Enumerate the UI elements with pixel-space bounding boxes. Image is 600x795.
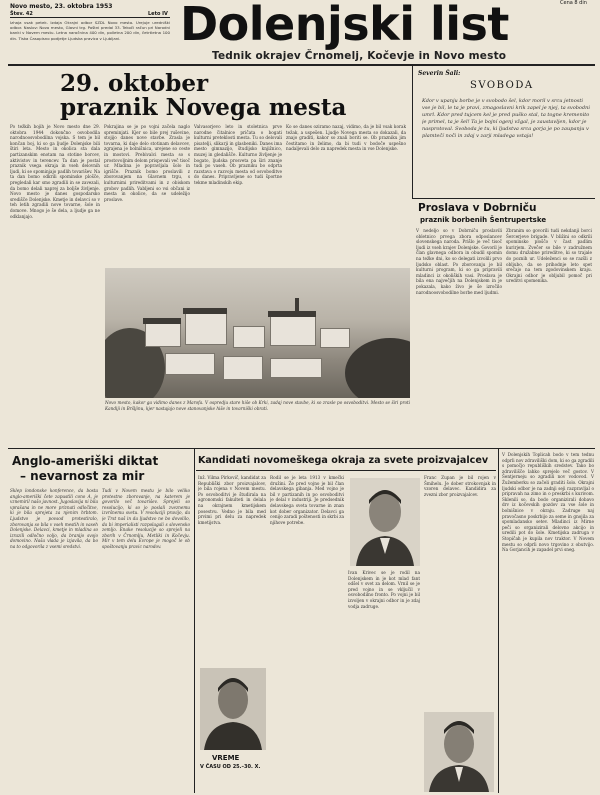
- poem-text: Kdor v upanju borbe je v svobodo šel, kdor moril v srcu jetnosti vse je bil, le ta je pravi, zmagoslavni krik zapel je njej, ta svobodni umrl. Kdor pred tujcem kel je pred puško stal, ta togne kremenito je primel, ta je šel! Ta je bojní ogenj vžgal, je zaustavljen, kdor je nasprotoval. Svoboda je tu, ki ljudstva srca gorja je po zaupanju v plamtečí noči in zdaj v zarji mladega vstaja!: [422, 98, 590, 139]
- main-article-column-1: Po težkih bojih je Novo mesto dne 29. oktobra 1944 dokončno osvobodila narodnoosvobodilna vojska. S tem je bil končan boj, ki so ga ljudje Dolenjske bili štiri leta. Mesto in okolica sta dala partizanskim enotam na stotine borcev, aktivistov in terencev. Ta dan je postal praznik vsega okraja in vseh delovnih ljudi, ki se spominjajo padlih tovarišev. Na ta dan bomo odkrili spominske plošče, pregledali kar smo zgradili in se zavezali, da bomo delali naprej za boljše življenje. Novo mesto je danes gospodarsko središče Dolenjske. Kmetje in delavci so v teh letih zgradili nove tovarne, šole in domove. Mnogo je še dela, a ljudje ga ne odklanjajo.: [10, 124, 100, 219]
- weather-sublabel: V ČASU OD 25.–30. X.: [200, 764, 261, 770]
- side-article-column-2: Zbranim so govorili tudi nekdanji borci Šercerjeve brigade. V bližini so odkrili spominsko ploščo v čast padlim kurirjem. Zvečer so bile v zadružnem domu družabne prireditve, ki so trajale do poznih ur. Udeleženci so se razšli z obljubo, da se prihodnje leto spet srečajo na tem zgodovinskem kraju. Okrajni odbor je obljubil pomoč pri ureditvi spomenika.: [506, 228, 592, 284]
- side-headline: Proslava v Dobrniču: [418, 202, 537, 214]
- masthead-rule: [8, 64, 595, 66]
- main-article-column-2: Pokrajina se je po vojni začela naglo spreminjati. Kjer so bile prej ruševine, stojijo danes nove stavbe. Zrasla je tovarna, ki daje delo stotinam delavcev, zgrajena je bolnišnica, urejene so ceste in mostovi. Prebivalci mesta so s prostovoljnim delom prispevali več tisoč ur. Mladina je popravljala šolo in igrišče. Praznik bomo proslavili z zborovanjem na Glavnem trgu, s kulturnimi prireditvami in z obiskom grobov padlih. Vabljeni so vsi občani iz mesta in okolice, da se udeležijo proslave.: [104, 124, 190, 202]
- publication-notice: Izhaja vsak petek. Izdaja Okrajni odbor SZDL Novo mesto. Urejuje uredniški odbor. Naslov: Novo mesto, Glavni trg. Poštni predal 33. Tekoči račun pri Narodni banki v Novem mestu. Letna naročnina 400 din, polletna 200 din, četrtletna 100 din. Tiska Časopisno podjetje Ljudska pravica v Ljubljani.: [10, 20, 170, 41]
- poem-title: SVOBODA: [470, 80, 534, 91]
- year-label: Leto IV: [148, 11, 168, 17]
- candidate-portrait-3: [424, 712, 494, 792]
- candidates-headline: Kandidati novomeškega okraja za svete proizvajalcev: [198, 455, 489, 466]
- date-line: Novo mesto, 23. oktobra 1953: [10, 3, 113, 10]
- poem-author: Severin Šali:: [418, 70, 461, 77]
- masthead-tagline: Tednik okrajev Črnomelj, Kočevje in Novo mesto: [212, 50, 507, 62]
- candidate-portrait-1: [350, 478, 420, 566]
- main-article-column-3: Valvasorjevo leto in stoletnica prve narodne čitalnice pričata o bogati kulturni preteklosti mesta. Tu so delovali pisatelji, slikarji in glasbeniki. Danes ima mesto gimnazijo, študijsko knjižnico, muzej in gledališče. Kulturno življenje je bogato, ljudska prosveta pa širi znanje tudi po vaseh. Ob prazniku bo odprta razstava o razvoju mesta od osvoboditve do danes. Pripravljene so tudi športne tekme mladinskih ekip.: [194, 124, 282, 185]
- main-article-column-4: Ko se danes oziramo nazaj, vidimo, da je bil vsak korak težak, a uspešen. Ljudje Novega mesta so dokazali, da znajo graditi, kakor so znali boriti se. Ob prazniku jim čestitamo in želimo, da bi tudi v bodoče uspešno nadaljevali delo za napredek mesta in vse Dolenjske.: [286, 124, 406, 152]
- candidates-column-4: Franc Zupan je bil rojen v Šmihelu. Je dober strokovnjak in vzoren delavec. Kandidira za zvezni zbor proizvajalcev.: [424, 475, 496, 497]
- main-headline-line2: praznik Novega mesta: [60, 94, 347, 121]
- masthead-title: Dolenjski list: [180, 0, 509, 51]
- lower-headline-line1: Anglo-ameriški diktat: [12, 454, 159, 468]
- price-label: Cena 8 din: [560, 0, 587, 6]
- main-headline-line1: 29. oktober: [60, 70, 209, 97]
- candidates-column-3: Ivan Krivec se je rodil na Dolenjskem in je kot mlad fant odšel v svet za delom. Vrnil se je pred vojno in se vključil v osvobodilno fronto. Po vojni je bil izvoljen v okrajni odbor in je zdaj vodja zadruge.: [348, 570, 420, 609]
- side-article-column-1: V nedeljo so v Dobrniču proslavili obletnico prvega zbora odposlancev slovenskega naroda. Prišlo je več tisoč ljudi iz vseh krajev Dolenjske. Govoril je član glavnega odbora in obudil spomin na težke dni, ko so delegati izvolili prvo ljudsko oblast. Po zborovanju je bil kulturni program, ki so ga pripravili mladinci iz okoliških vasi. Proslava je bila ena največjih na Dolenjskem in je pokazala, kako živo je še izročilo narodnoosvobodilne borbe med ljudmi.: [416, 228, 502, 295]
- issue-number: Štev. 42: [10, 11, 33, 17]
- candidates-column-2: Rodil se je leta 1913 v kmečki družini. Že pred vojno je bil član delavskega gibanja. Med vojno je bil v partizanih in po osvoboditvi je delal v industriji. Je predsednik delavskega sveta tovarne in znan kot dober organizator. Delavci ga cenijo zaradi poštenosti in skrbi za njihove potrebe.: [270, 475, 344, 525]
- weather-label: VREME: [212, 754, 240, 762]
- main-article-column-1-continued: [10, 266, 102, 398]
- right-column-text: V Dolenjskih Toplicah bodo v tem tednu odprli nov zdraviliški dom, ki so ga zgradili s pomočjo republiških sredstev. Tako bo zdravilišče lahko sprejelo več gostov. V Šentjerneju so zgradili nov vodovod. V Žužemberku so začeli graditi šolo. Okrajni ljudski odbor je na zadnji seji razpravljal o pripravah na zimo in o preskrbi s kurivom. Sklenili so, da bodo organizirali dobavo drv iz kočevskih gozdov za vse šole in bolnišnice v okraju. Zadruge naj pravočasno poskrbijo za seme in gnojila za spomladansko setev. Mladinci iz Mirne peči so organizirali delovno akcijo in uredili pot do šole. Kmetijska zadruga v Stopičah je kupila nov traktor. V Novem mestu so odprli novo trgovino z obutvijo. Na Gorjancih je zapadel prvi sneg.: [502, 452, 594, 553]
- photo-caption: Novo mesto, kakor ga vidimo danes z Marofa. V ospredju stare hiše ob Krki, zadaj nove stavbe, ki so zrasle po osvoboditvi. Mesto se širi proti Kandiji in Bršljinu, kjer nastajajo nove stanovanjske hiše in tovarniški obrati.: [105, 400, 410, 411]
- candidates-column-1: Inž. Vilma Pirkovič, kandidat za Republiški zbor proizvajalcev, je bila rojena v Novem mestu. Po osvoboditvi je študirala na agronomski fakulteti in delala na okrajnem kmetijskem posestvu. Vedno je bila med prvimi pri delu za napredek kmetijstva.: [198, 475, 266, 525]
- lower-article-column-2: Tudi v Novem mestu je bilo veliko protestno zborovanje, na katerem je govorilo več tovarišev. Sprejeli so resolucijo, ki so jo poslali zveznemu izvršnemu svetu. V resoluciji pravijo, da je Trst naš in da ljudstvo ne bo dovolilo, da bi imperialisti razpolagali s slovensko zemljo. Enake resolucije so sprejeli na zborih v Črnomlju, Metliki in Kočevju. Mir v tem delu Evrope je mogoč le ob spoštovanju pravic narodov.: [102, 488, 190, 549]
- side-subheadline: praznik borbenih Šentrupertske: [420, 216, 547, 224]
- lower-article-column-1: Sklep londonske konference, da bosta anglo-ameriški čete zapustili cono A, je vznemiril našo javnost. Jugoslavija ni bila vprašana in ne more priznati odločitve, ki je bila sprejeta za njenim hrbtom. Ljudstvo je povsod protestiralo, zborovanja so bila v vseh mestih in vaseh Dolenjske. Delavci, kmetje in mladina so izrazili odločno voljo, da branijo svojo domovino. Naša vlada je izjavila, da bo na to odgovorila z vsemi sredstvi.: [10, 488, 98, 549]
- lower-headline-line2: – nevarnost za mir: [20, 469, 145, 483]
- town-photo: [105, 268, 410, 398]
- candidate-portrait-2: [200, 668, 266, 750]
